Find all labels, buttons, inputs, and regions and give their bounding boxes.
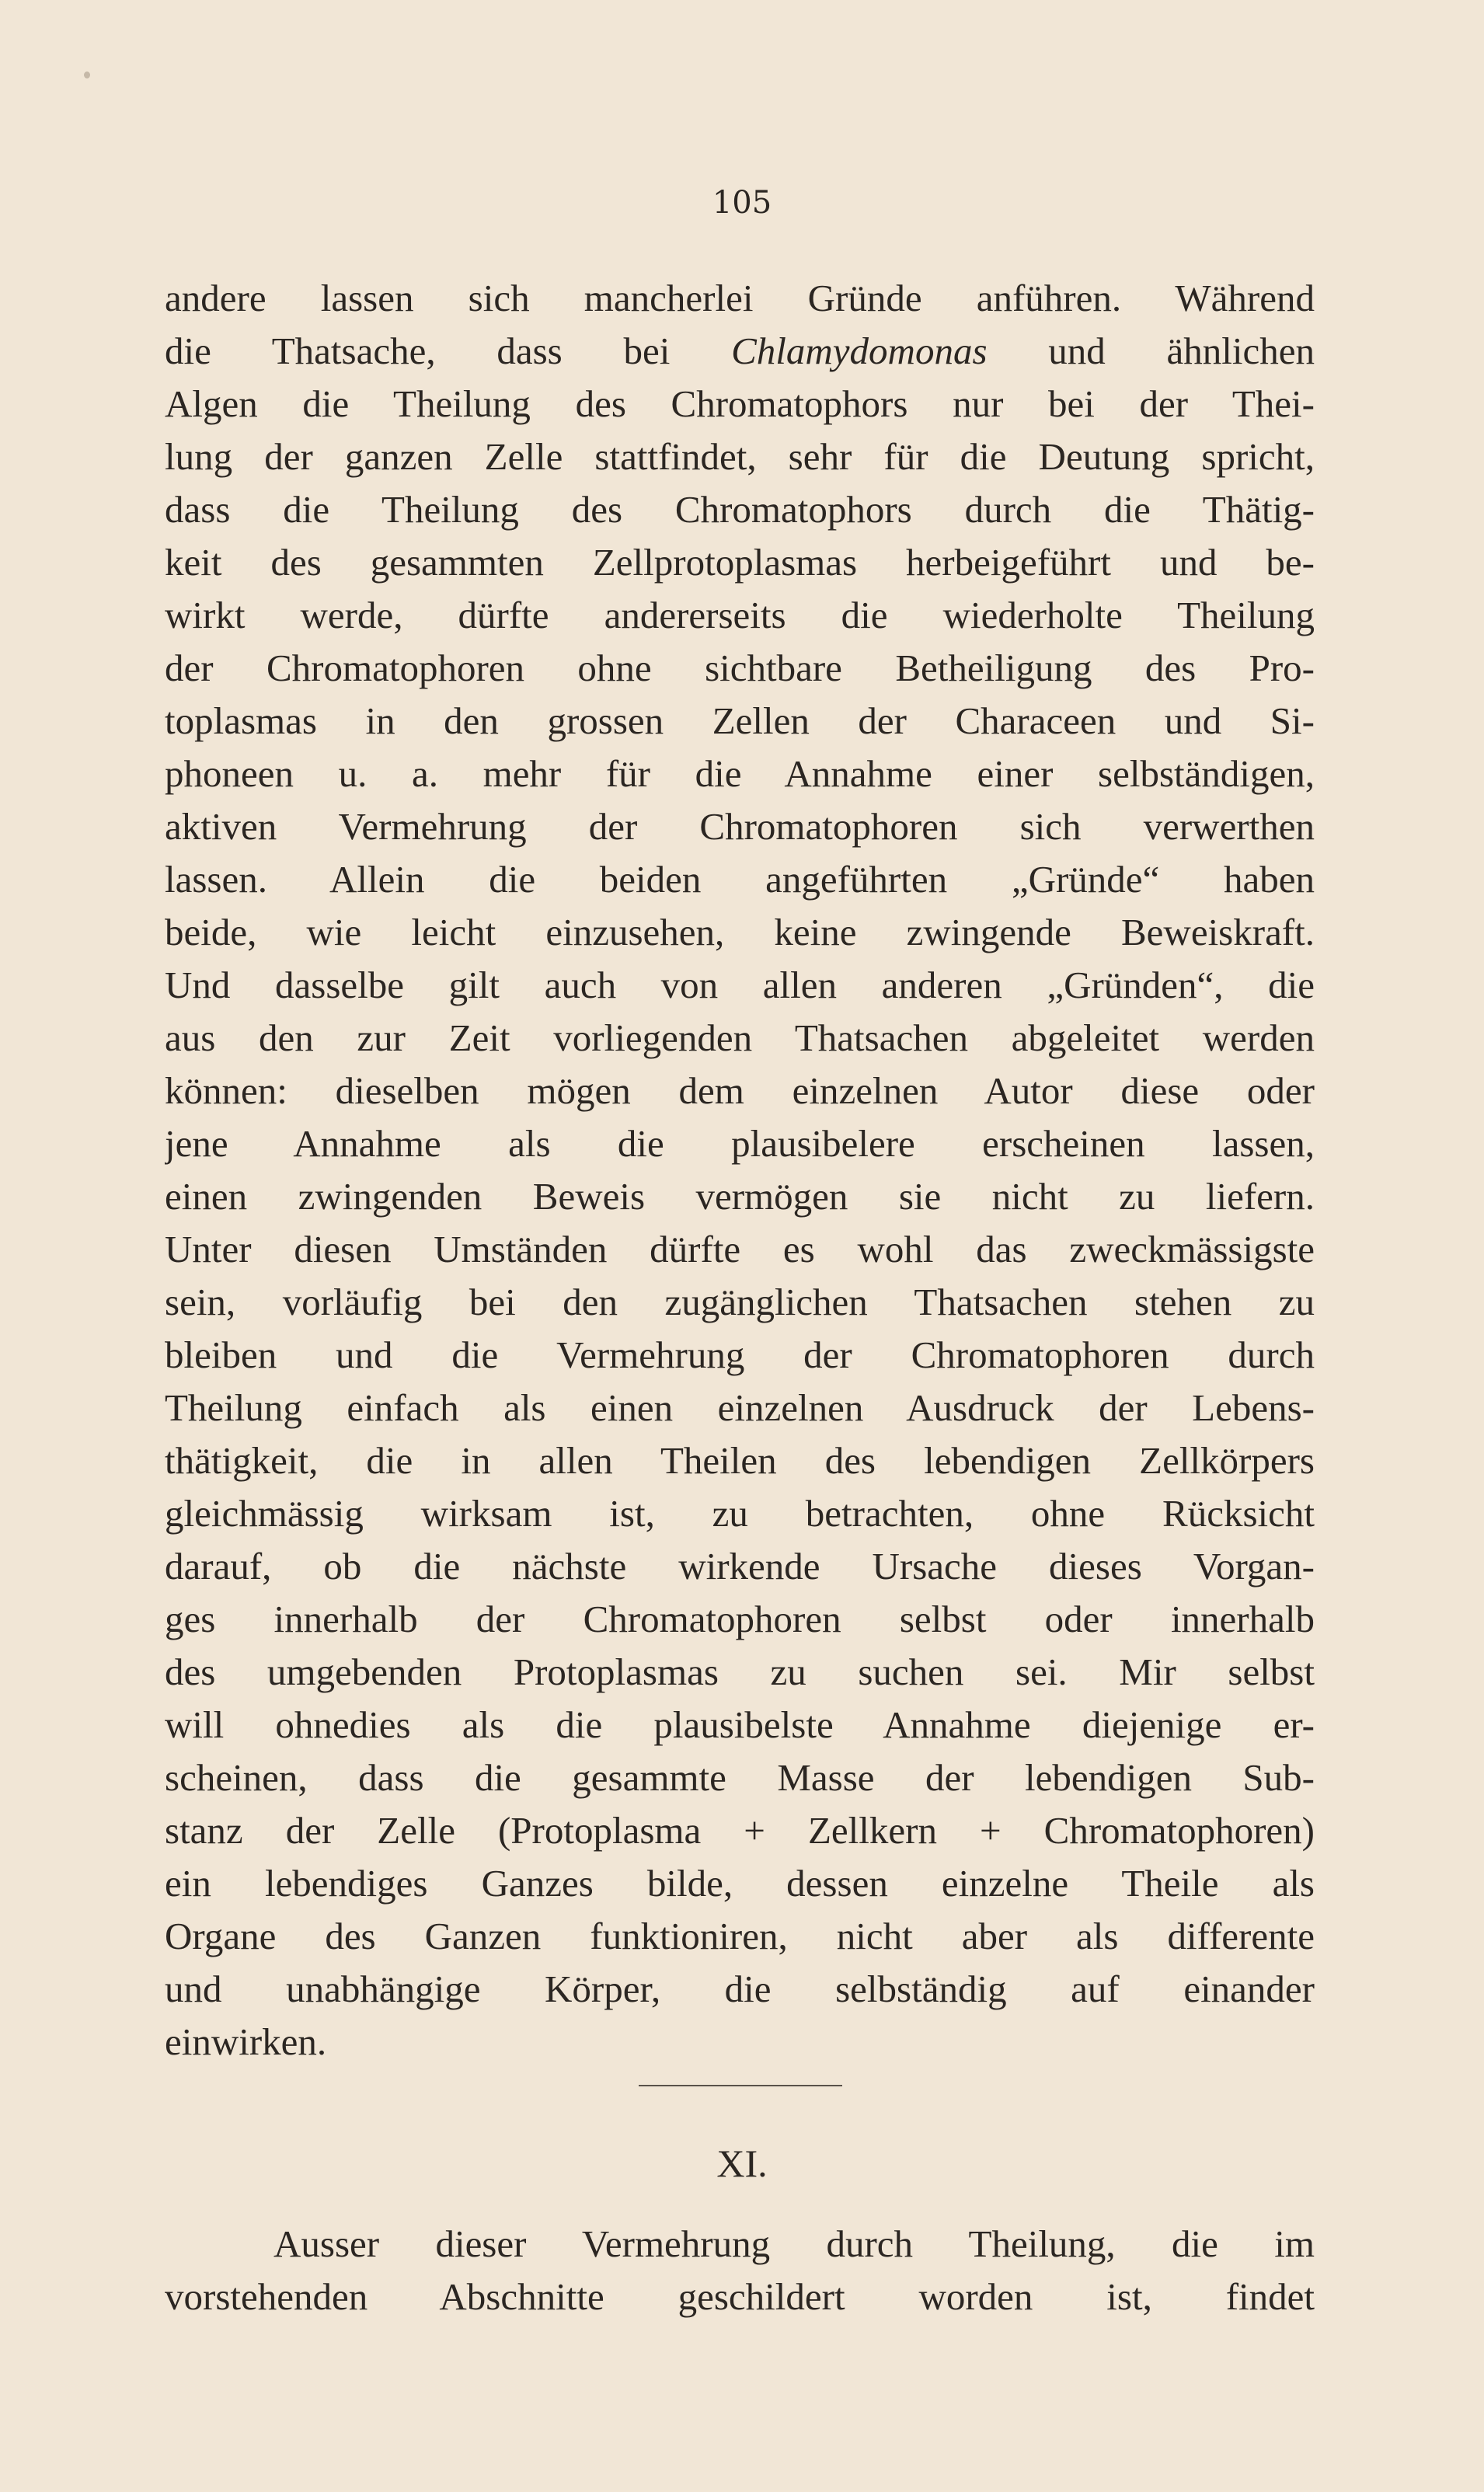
text-line: scheinen, dass die gesammte Masse der lebendigen Sub-: [165, 1756, 1315, 1799]
section-heading: XI.: [716, 2142, 768, 2185]
text-line: aus den zur Zeit vorliegenden Thatsachen abgeleitet werden: [165, 1016, 1315, 1059]
text-line: und unabhängige Körper, die selbständig auf einander: [165, 1967, 1315, 2010]
text-line: jene Annahme als die plausibelere erscheinen lassen,: [165, 1122, 1315, 1165]
text-line: Ausser dieser Vermehrung durch Theilung, die im: [273, 2222, 1315, 2265]
text-line: lassen. Allein die beiden angeführten „Gründe“ haben: [165, 858, 1315, 901]
text-line: darauf, ob die nächste wirkende Ursache dieses Vorgan-: [165, 1545, 1315, 1588]
text-fragment: und ähnlichen: [1048, 329, 1315, 372]
page-number: 105: [712, 185, 772, 221]
section-divider: [639, 2085, 842, 2086]
text-line: keit des gesammten Zellprotoplasmas herbeigeführt und be-: [165, 541, 1315, 584]
text-line: gleichmässig wirksam ist, zu betrachten, ohne Rücksicht: [165, 1492, 1315, 1535]
text-line: stanz der Zelle (Protoplasma + Zellkern + Chromatophoren): [165, 1809, 1315, 1852]
text-line: ges innerhalb der Chromatophoren selbst oder innerhalb: [165, 1598, 1315, 1640]
text-line: bleiben und die Vermehrung der Chromatophoren durch: [165, 1333, 1315, 1376]
text-line: lung der ganzen Zelle stattfindet, sehr für die Deutung spricht,: [165, 435, 1315, 478]
text-line: wirkt werde, dürfte andererseits die wiederholte Theilung: [165, 594, 1315, 636]
paragraph-2: [165, 2218, 1315, 2323]
text-line: Theilung einfach als einen einzelnen Ausdruck der Lebens-: [165, 1386, 1315, 1429]
text-line: thätigkeit, die in allen Theilen des lebendigen Zellkörpers: [165, 1439, 1315, 1482]
text-line: einen zwingenden Beweis vermögen sie nicht zu liefern.: [165, 1175, 1315, 1218]
text-line: vorstehenden Abschnitte geschildert worden ist, findet: [165, 2275, 1315, 2318]
text-line: beide, wie leicht einzusehen, keine zwingende Beweiskraft.: [165, 911, 1315, 953]
text-line: Und dasselbe gilt auch von allen anderen „Gründen“, die: [165, 964, 1315, 1006]
text-fragment: die Thatsache, dass bei: [165, 329, 671, 372]
text-line: will ohnedies als die plausibelste Annahme diejenige er-: [165, 1703, 1315, 1746]
text-line: der Chromatophoren ohne sichtbare Betheiligung des Pro-: [165, 647, 1315, 689]
text-line: aktiven Vermehrung der Chromatophoren sich verwerthen: [165, 805, 1315, 848]
paragraph-1: [165, 272, 1315, 2069]
text-line: toplasmas in den grossen Zellen der Characeen und Si-: [165, 699, 1315, 742]
text-line: dass die Theilung des Chromatophors durch die Thätig-: [165, 488, 1315, 531]
text-line: phoneen u. a. mehr für die Annahme einer selbständigen,: [165, 752, 1315, 795]
text-line: ein lebendiges Ganzes bilde, dessen einzelne Theile als: [165, 1862, 1315, 1905]
text-line: einwirken.: [165, 2020, 327, 2063]
text-line: Algen die Theilung des Chromatophors nur bei der Thei-: [165, 382, 1315, 425]
text-line: andere lassen sich mancherlei Gründe anführen. Während: [165, 277, 1315, 319]
text-line: sein, vorläufig bei den zugänglichen Thatsachen stehen zu: [165, 1281, 1315, 1323]
paper-speck: [84, 71, 90, 78]
text-line: [165, 325, 1315, 378]
text-line: des umgebenden Protoplasmas zu suchen sei. Mir selbst: [165, 1650, 1315, 1693]
italic-term: Chlamydomonas: [731, 329, 988, 372]
text-line: können: dieselben mögen dem einzelnen Autor diese oder: [165, 1069, 1315, 1112]
text-line: Unter diesen Umständen dürfte es wohl das zweckmässigste: [165, 1228, 1315, 1270]
text-line: Organe des Ganzen funktioniren, nicht aber als differente: [165, 1915, 1315, 1957]
